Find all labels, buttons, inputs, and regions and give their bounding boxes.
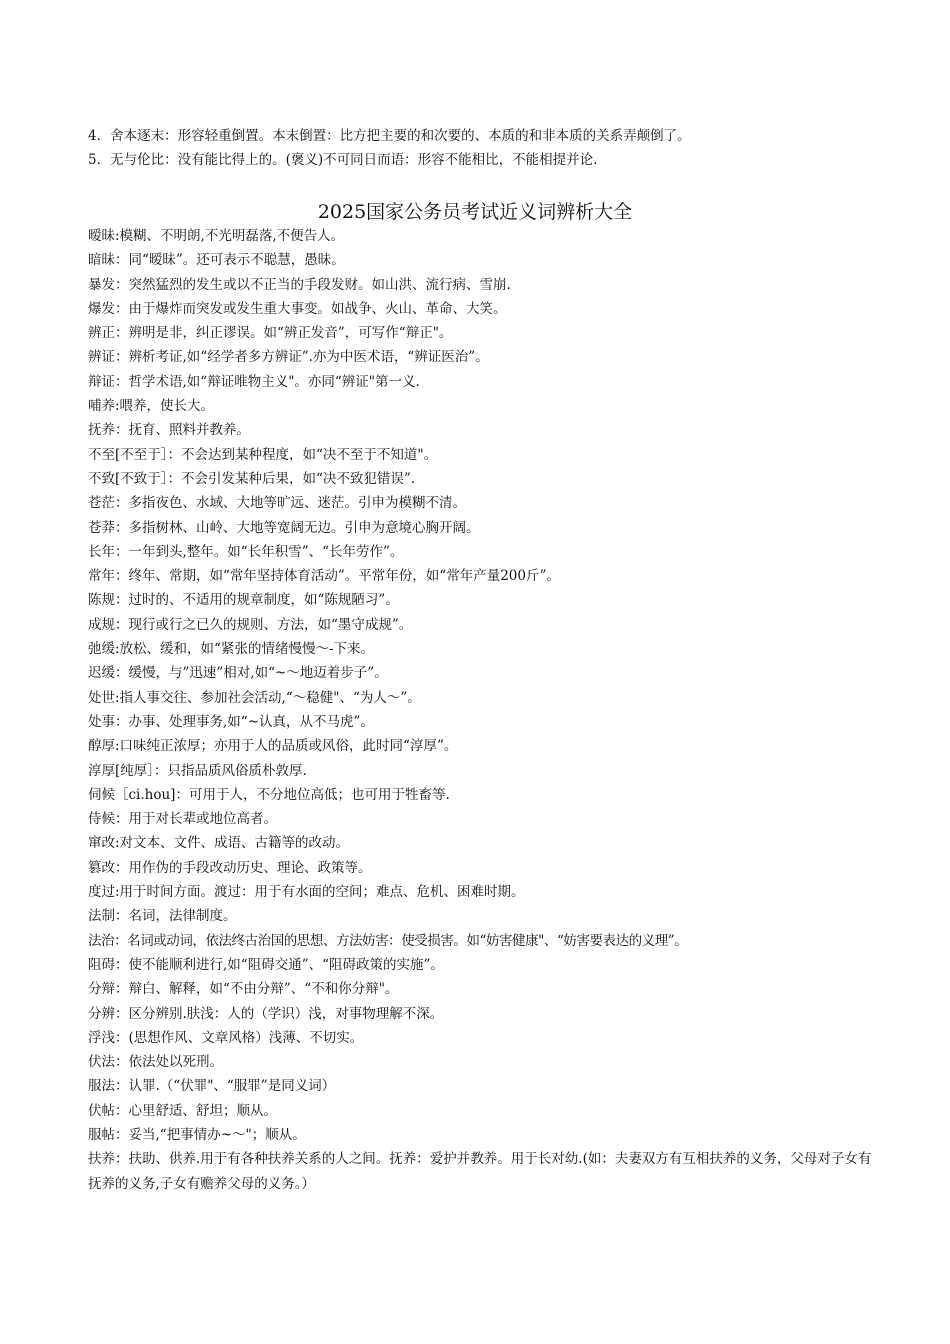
entry-line: 暴发：突然猛烈的发生或以不正当的手段发财。如山洪、流行病、雪崩.	[88, 276, 511, 293]
entry-line: 伏法：依法处以死刑。	[88, 1054, 223, 1071]
entry-line: 分辨：区分辨别.肤浅：人的（学识）浅，对事物理解不深。	[88, 1005, 444, 1022]
entry-line: 法治：名词或动词，依法终古治国的思想、方法妨害：使受损害。如“妨害健康"、“妨害要表达的义理”。	[88, 932, 688, 949]
entry-line: 侍候：用于对长辈或地位高者。	[88, 811, 277, 828]
intro-line: 5．无与伦比：没有能比得上的。(褒义)不可同日而语：形容不能相比，不能相提并论.	[88, 152, 598, 168]
document-title: 2025国家公务员考试近义词辨析大全	[317, 201, 633, 223]
entry-line: 弛缓:放松、缓和，如“紧张的情绪慢慢～-下来。	[88, 641, 375, 658]
entry-line: 苍莽：多指树林、山岭、大地等宽阔无边。引申为意境心胸开阔。	[88, 519, 480, 536]
entry-line: 度过:用于时间方面。渡过：用于有水面的空间；难点、危机、困难时期。	[88, 884, 525, 901]
entry-line: 不至[不至于］：不会达到某种程度，如“决不至于不知道"。	[88, 446, 438, 463]
entry-line: 暗昧：同“暧昧”。还可表示不聪慧，愚昧。	[88, 252, 345, 269]
entry-line: 辨正：辨明是非，纠正谬误。如“辨正发音”，可写作“辩正"。	[88, 325, 453, 342]
entry-line: 淳厚[纯厚］：只指品质风俗质朴敦厚.	[88, 762, 307, 779]
entry-line: 处世:指人事交往、参加社会活动,“～稳健"、“为人～”。	[88, 689, 421, 706]
entry-line: 处事：办事、处理事务,如“~认真，从不马虎”。	[88, 713, 374, 730]
entry-line: 成规：现行或行之已久的规则、方法，如“墨守成规”。	[88, 616, 413, 633]
entry-line: 不致[不致于］：不会引发某种后果，如“决不致犯错误”.	[88, 470, 416, 487]
entry-line: 醇厚:口味纯正浓厚；亦用于人的品质或风俗，此时同“淳厚”。	[88, 738, 458, 755]
entry-line: 篡改：用作伪的手段改动历史、理论、政策等。	[88, 859, 372, 876]
entry-line: 辩证：哲学术语,如“辩证唯物主义"。亦同“辨证"第一义.	[88, 373, 420, 390]
entry-line: 浮浅：(思想作风、文章风格）浅薄、不切实。	[88, 1029, 364, 1046]
entry-line: 阻碍：使不能顺利进行,如“阻碍交通”、“阻碍政策的实施”。	[88, 956, 444, 973]
entry-line: 暧昧:模糊、不明朗,不光明磊落,不便告人。	[88, 228, 345, 244]
entry-line: 分辩：辩白、解释，如“不由分辩”、“不和你分辩"。	[88, 981, 399, 998]
entry-line: 扶养：扶助、供养.用于有各种扶养关系的人之间。抚养：爱护并教养。用于长对幼.(如：夫妻双方有互相扶养的义务，父母对子女有抚养的义务,子女有赡养父母的义务。）	[88, 1151, 872, 1192]
entry-line: 哺养:喂养，使长大。	[88, 398, 215, 415]
entry-list	[88, 224, 878, 1196]
entry-line: 伏帖：心里舒适、舒坦；顺从。	[88, 1102, 277, 1119]
entry-line: 服帖：妥当,“把事情办~～"；顺从。	[88, 1126, 306, 1143]
entry-line: 法制：名词，法律制度。	[88, 908, 237, 925]
entry-line: 伺候［ci.hou]：可用于人，不分地位高低；也可用于牲畜等.	[88, 786, 450, 803]
entry-line: 窜改:对文本、文件、成语、古籍等的改动。	[88, 835, 350, 852]
entry-line: 辨证：辨析考证,如“经学者多方辨证”.亦为中医术语，“辨证医治”。	[88, 349, 489, 366]
intro-section	[88, 124, 888, 172]
entry-line: 抚养：抚育、照料并教养。	[88, 422, 250, 439]
intro-line: 4．舍本逐末：形容轻重倒置。本末倒置：比方把主要的和次要的、本质的和非本质的关系弄颠倒了。	[88, 128, 691, 144]
entry-line: 常年：终年、常期，如“常年坚持体育活动”。平常年份，如“常年产量200斤”。	[88, 568, 560, 585]
entry-line: 爆发：由于爆炸而突发或发生重大事变。如战争、火山、革命、大笑。	[88, 300, 507, 317]
entry-line: 陈规：过时的、不适用的规章制度，如“陈规陋习”。	[88, 592, 399, 609]
entry-line: 长年：一年到头,整年。如“长年积雪”、“长年劳作”。	[88, 543, 404, 560]
entry-line: 迟缓：缓慢，与”迅速”相对,如“~～地迈着步子”。	[88, 665, 388, 682]
entry-line: 苍茫：多指夜色、水域、大地等旷远、迷茫。引申为模糊不清。	[88, 495, 466, 512]
entry-line: 服法：认罪.（“伏罪"、“服罪”是同义词）	[88, 1078, 336, 1095]
